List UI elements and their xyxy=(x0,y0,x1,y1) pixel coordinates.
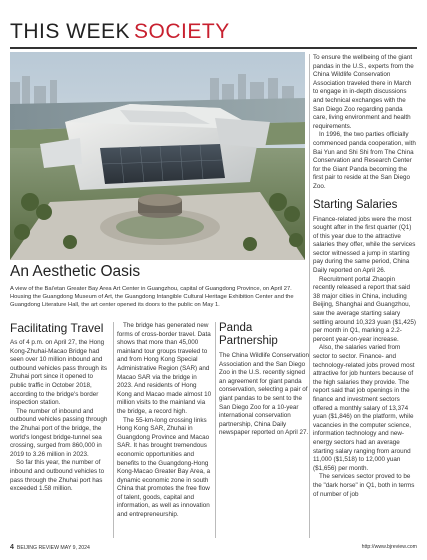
travel-column-continued xyxy=(117,322,212,520)
feature-title: An Aesthetic Oasis xyxy=(10,263,141,280)
salaries-paragraph-2: Recruitment portal Zhaopin recently released a report that said 38 major cities in China, including Beijing, Shanghai and Guangzhou, saw the average starting salary settling around 10,323 yuan ($1,425) per month in Q1, marking a 2.2-percent year-on-year increase. xyxy=(313,275,416,343)
travel-paragraph-5: The 55-km-long crossing links Hong Kong SAR, Zhuhai in Guangdong Province and Macao SAR. It has brought tremendous economic opportunities and benefits to the Guangdong-Hong Kong-Macao Greater Bay Area, a dynamic economic zone in south China that promotes the free flow of talent, goods, capital and information, as well as innovation and entrepreneurship. xyxy=(117,416,211,519)
salaries-paragraph-3: Also, the salaries varied from sector to sector. Finance- and technology-related jobs proved most attractive for job hunters because of the high salaries they provide. The report said that job openings in the finance and investment sectors offered a monthly salary of 13,374 yuan ($1,846) on the platform, while vacancies in the computer science, information technology and new-energy sectors had an average starting salary ranging from around 11,000 ($1,518) to 12,000 yuan ($1,656) per month. xyxy=(313,344,415,472)
salaries-heading: Starting Salaries xyxy=(313,198,398,211)
travel-paragraph-1: As of 4 p.m. on April 27, the Hong Kong-Zhuhai-Macao Bridge had seen over 10 million inbound and outbound vehicles pass through its Zhuhai port since it opened to public traffic in October 2018, according to the bridge's border inspection station. xyxy=(10,339,107,407)
header-rule xyxy=(10,47,417,49)
salaries-paragraph-1: Finance-related jobs were the most sought after in the first quarter (Q1) of this year due to the attractive salaries they offer, while the services sector witnessed a jump in starting pay during the same period, China Daily reported on April 26. xyxy=(313,215,416,275)
column-divider xyxy=(309,54,310,538)
column-divider xyxy=(215,322,216,538)
travel-column xyxy=(10,322,110,494)
panda-paragraph-3: In 1996, the two parties officially commenced panda cooperation, with Bai Yun and Shi Shi from The China Conservation and Research Center for the Giant Panda becoming the first pair to reside at the San Diego Zoo. xyxy=(313,131,416,190)
salaries-paragraph-4: The services sector proved to be the "dark horse" in Q1, both in terms of number of job xyxy=(313,473,415,498)
art-center-photo xyxy=(10,52,305,260)
page-number: 4 xyxy=(10,544,14,551)
panda-paragraph-1: The China Wildlife Conservation Association and the San Diego Zoo in the U.S. recently signed an agreement for giant panda conservation, selecting a pair of giant pandas to be sent to the San Diego Zoo for a 10-year international conservation partnership, China Daily newspaper reported on April 27. xyxy=(219,352,309,437)
column-divider xyxy=(113,322,114,538)
panda-column xyxy=(219,322,311,438)
travel-paragraph-4: The bridge has generated new forms of cross-border travel. Data shows that more than 45,000 mainland tour groups traveled to and from Hong Kong Special Administrative Region (SAR) and Macao SAR via the bridge in 2023. And residents of Hong Kong and Macao made almost 10 million visits to the mainland via the bridge, a record high. xyxy=(117,322,212,415)
travel-paragraph-2: The number of inbound and outbound vehicles passing through the Zhuhai port of the bridge, the world's longest bridge-tunnel sea crossing, surged from 860,000 in 2019 to 3.26 million in 2023. xyxy=(10,407,108,458)
travel-paragraph-3: So far this year, the number of inbound and outbound vehicles to pass through the Zhuhai port has exceeded 1.58 million. xyxy=(10,459,105,493)
footer-left xyxy=(10,544,90,551)
footer-url[interactable]: http://www.bjreview.com xyxy=(361,544,417,550)
travel-heading: Facilitating Travel xyxy=(10,321,104,335)
magazine-issue: BEIJING REVIEW MAY 9, 2024 xyxy=(16,545,90,551)
section-title: THIS WEEK xyxy=(10,20,131,43)
section-header xyxy=(10,20,417,46)
right-column xyxy=(313,54,416,499)
page-footer xyxy=(0,542,427,554)
section-name: SOCIETY xyxy=(134,20,230,43)
panda-paragraph-2: To ensure the wellbeing of the giant pandas in the U.S., experts from the China Wildlife Conservation Association traveled there in March to engage in in-depth discussions and technical exchanges with the San Diego Zoo regarding panda care, living environment and health requirements. xyxy=(313,54,414,130)
art-center-photo-illustration xyxy=(10,52,305,260)
panda-heading: Panda Partnership xyxy=(219,322,278,347)
photo-caption: A view of the Bai'etan Greater Bay Area Art Center in Guangzhou, capital of Guangdong Province, on April 27. Housing the Guangdong Museum of Art, the Guangdong Intangible Cultural Heritage Exhibition Center and the Guangdong Literature Hall, the art center opened its doors to the public on May 1. xyxy=(10,286,294,308)
